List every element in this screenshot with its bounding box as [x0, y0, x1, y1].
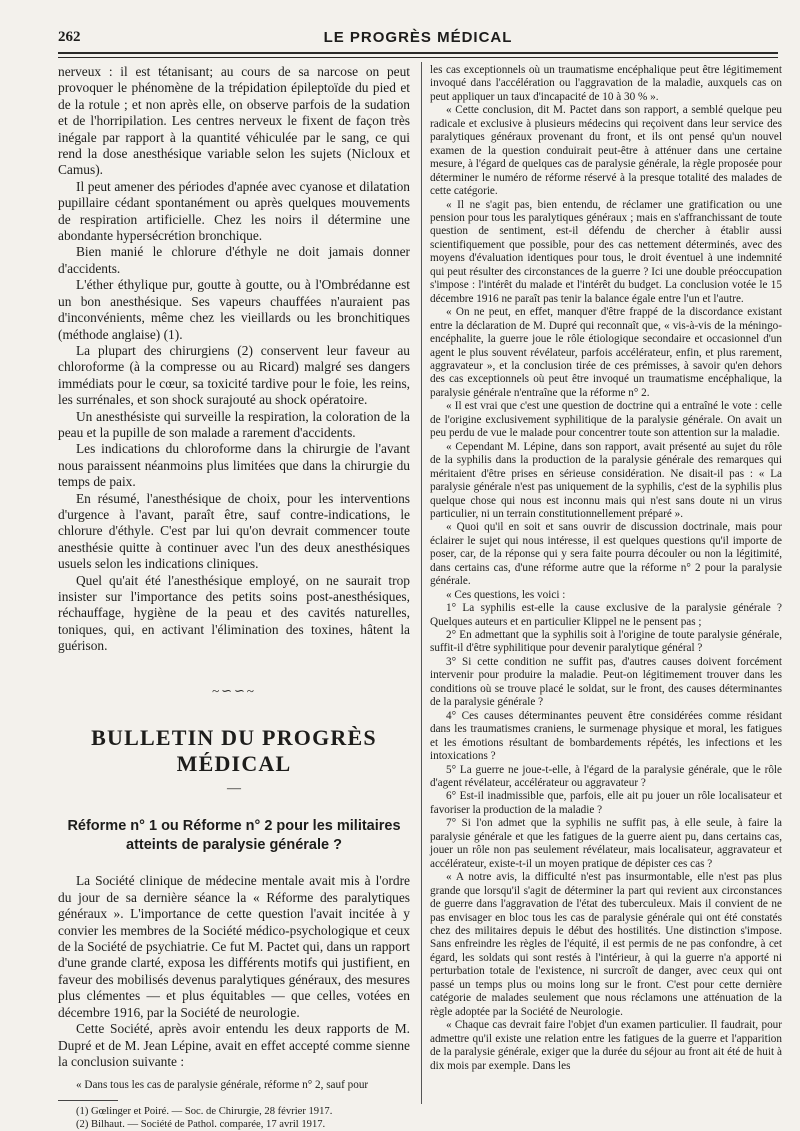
paragraph: Les indications du chloroforme dans la chirurgie de l'avant nous paraissent néanmoins plus limitées que dans la chirurgie du temps de paix.	[58, 441, 410, 490]
paragraph: La plupart des chirurgiens (2) conservent leur faveur au chloroforme (à la compresse ou au Ricard) malgré ses dangers immédiats pour le cœur, sa toxicité tardive pour le foie, les reins, les surrénales, et son shock surajouté au shock opératoire.	[58, 342, 410, 408]
question-item: 6° Est-il inadmissible que, parfois, elle ait pu jouer un rôle localisateur et favoriser la production de la maladie ?	[430, 790, 782, 816]
question-item: 4° Ces causes déterminantes peuvent être considérées comme résidant dans les traumatismes craniens, le surmenage physique et moral, les fatigues et les émotions résultant de bombardements répétés, les infections et les intoxications ?	[430, 709, 782, 763]
paragraph: Il peut amener des périodes d'apnée avec cyanose et dilatation pupillaire cédant spontanément ou après quelques mouvements de respiration artificielle. Chez les noirs il détermine une abondante hypersécrétion bronchique.	[58, 178, 410, 244]
question-item: 1° La syphilis est-elle la cause exclusive de la paralysie générale ? Quelques auteurs et en particulier Klippel ne le pensent pas ;	[430, 602, 782, 628]
question-item: 5° La guerre ne joue-t-elle, à l'égard de la paralysie générale, que le rôle d'agent révélateur, accélérateur ou aggravateur ?	[430, 763, 782, 790]
paragraph: L'éther éthylique pur, goutte à goutte, ou à l'Ombrédanne est un bon anesthésique. Ses vapeurs chauffées n'auraient pas d'inconvénients, même chez les vieillards ou les bronchitiques (méthode anglaise) (1).	[58, 277, 410, 342]
paragraph: « Quoi qu'il en soit et sans ouvrir de discussion doctrinale, mais pour éclairer le sujet qui nous intéresse, il est quelques questions qu'il importe de poser, car, de la réponse qui y sera faite pourra découler ou non la légitimité, dans certains cas, d'une réforme autre que la réforme n° 2 pour la paralysie générale.	[430, 521, 782, 588]
paragraph: Quel qu'ait été l'anesthésique employé, on ne saurait trop insister sur l'importance des petits soins post-anesthésiques, réchauffage, hygiène de la peau et des cavités naturelles, toniques, qui, en activant l'élimination des toxines, hâtent la guérison.	[58, 572, 410, 654]
question-item: 2° En admettant que la syphilis soit à l'origine de toute paralysie générale, suffit-il d'être syphilitique pour devenir paralytique général ?	[430, 629, 782, 655]
paragraph: En résumé, l'anesthésique de choix, pour les interventions d'urgence à l'avant, paraît être, sauf contre-indications, le chlorure d'éthyle. C'est par lui qu'on devrait commencer toute anesthésie quitte à continuer avec l'un des deux anesthésiques usuels selon les indications cliniques.	[58, 490, 410, 572]
paragraph: les cas exceptionnels où un traumatisme encéphalique peut être légitimement invoqué dans l'accélération ou l'aggravation de la maladie, auxquels cas on peut appliquer un taux d'incapacité de 10 à 30 % ».	[430, 64, 782, 103]
paragraph: « Il ne s'agit pas, bien entendu, de réclamer une gratification ou une pension pour tous les paralytiques généraux ; mais en s'affranchissant de toute question de sentiment, est-il défendu de chercher à établir aussi scientifiquement que possible, pour des cas nettement déterminés, avec des moyens d'évaluation identiques pour tous, le droit éventuel à une indemnité qui peut résulter des circonstances de la guerre ? Ici une double préoccupation s'impose : l'intérêt du malade et l'intérêt du budget. La conclusion votée le 15 décembre 1916 ne paraît pas tenir la balance égale entre l'un et l'autre.	[430, 198, 782, 305]
quote: « Dans tous les cas de paralysie générale, réforme n° 2, sauf pour	[76, 1079, 369, 1092]
journal-title: LE PROGRÈS MÉDICAL	[323, 28, 513, 46]
header-rule	[58, 52, 778, 54]
paragraph: Cette Société, après avoir entendu les deux rapports de M. Dupré et de M. Jean Lépine, avait en effet accepté comme sienne la conclusion suivante :	[58, 1021, 410, 1069]
paragraph: Un anesthésiste qui surveille la respiration, la coloration de la peau et la pupille de son malade a rarement d'accidents.	[58, 408, 410, 440]
paragraph: « Il est vrai que c'est une question de doctrine qui a entraîné le vote : celle de l'origine exclusivement syphilitique de la paralysie générale. On avait un peu perdu de vue le malade pour concentrer toute son attention sur la maladie.	[430, 400, 782, 440]
paragraph: « A notre avis, la difficulté n'est pas insurmontable, elle n'est pas plus grande que lorsqu'il s'agit de déterminer la part qui revient aux circonstances de guerre dans l'aggravation de l'état des tuberculeux. Mais il convient de ne pas envisager en bloc tous les cas de paralysie générale qui ont été constatés chez des militaires depuis le début des hostilités. Une distinction s'impose. Sans enfreindre les règles de l'équité, il est permis de ne pas confondre, à cet égard, les soldats qui sont restés à l'intérieur, à qui la guerre n'a apporté ni perturbation totale de l'existence, ni surcroît de danger, avec ceux qui ont passé un temps plus ou moins long sur le front. C'est pour cette dernière catégorie de malades seulement que nous réclamons une atténuation de la règle adoptée par la Société de Neurologie.	[430, 871, 782, 1018]
left-column	[58, 64, 410, 1131]
column-divider	[421, 62, 422, 1104]
paragraph: La Société clinique de médecine mentale avait mis à l'ordre du jour de sa dernière séance la « Réforme des paralytiques généraux ». L'importance de cette question l'avait incitée à y convier les membres de la Société médico-psychologique et ceux de la Société de psychiatrie. Ce fut M. Pactet qui, dans un rapport d'une grande clarté, exposa les différents motifs qui justifient, en faveur des mobilisés devenus paralytiques généraux, des mesures plus clémentes — et plus équitables — que celles, votées en décembre 1916, par la Société de neurologie.	[58, 873, 410, 1020]
question-item: 7° Si l'on admet que la syphilis ne suffit pas, à elle seule, à faire la paralysie générale et que les fatigues de la guerre aient pu, dans certains cas, jouer un rôle non pas seulement révélateur, mais localisateur, aggravateur et accélérateur, existe-t-il un moyen pratique de dépister ces cas ?	[430, 817, 782, 870]
footnote-rule	[58, 1100, 118, 1101]
paragraph: « On ne peut, en effet, manquer d'être frappé de la discordance existant entre la déclaration de M. Dupré qui reconnaît que, « vis-à-vis de la méningo-encéphalite, la guerre joue le rôle étiologique secondaire et occasionnel d'un agent le plus souvent révélateur, parfois accélérateur, enfin, et plus rarement, aggravateur », et la conclusion tirée de ces prémisses, à savoir qu'en dehors des cas exceptionnels où peut être invoqué un traumatisme encéphalique, la paralysie générale n'entraîne que la réforme n° 2.	[430, 306, 782, 399]
right-column	[430, 64, 782, 1073]
footnote: (1) Gœlinger et Poiré. — Soc. de Chirurgie, 28 février 1917.	[76, 1106, 333, 1118]
footnote: (2) Bilhaut. — Société de Pathol. comparée, 17 avril 1917.	[76, 1119, 326, 1131]
header-rule-thin	[58, 57, 778, 58]
paragraph: « Ces questions, les voici :	[446, 588, 566, 601]
page-number: 262	[58, 28, 81, 45]
paragraph: Bien manié le chlorure d'éthyle ne doit jamais donner d'accidents.	[58, 244, 410, 276]
paragraph: « Cette conclusion, dit M. Pactet dans son rapport, a semblé quelque peu radicale et exclusive à plusieurs médecins qui reçoivent dans leur service des paralytiques généraux provenant du front, et ils ont pensé qu'un nouvel examen de la question conduirait peut-être à atténuer dans une certaine mesure, à l'égard de quelques cas de paralysie générale, la règle proposée pour déterminer le numéro de réforme réservé à la presque totalité des malades de cette catégorie.	[430, 104, 782, 198]
bulletin-title: BULLETIN DU PROGRÈS MÉDICAL	[91, 725, 377, 777]
paragraph: « Chaque cas devrait faire l'objet d'un examen particulier. Il faudrait, pour admettre qu'il existe une relation entre les fatigues de la guerre et l'apparition de la paralysie générale, exiger que la durée du séjour au front ait été de huit à dix mois par exemple. Dans les	[430, 1019, 782, 1072]
question-item: 3° Si cette condition ne suffit pas, d'autres causes doivent forcément intervenir pour produire la maladie. Peut-on légitimement trouver dans les conditions où se trouve placé le soldat, sur le front, des causes déterminantes de la paralysie générale ?	[430, 655, 782, 709]
paragraph: « Cependant M. Lépine, dans son rapport, avait présenté au sujet du rôle de la syphilis dans la production de la paralysie générale des remarques qui méritaient d'être prises en sérieuse considération. Ne disait-il pas : « La paralysie générale n'est pas uniquement de la syphilis, c'est de la syphilis plus quelque chose qui nous est inconnu mais qui n'est sans doute ni un virus particulier, ni un terrain constitutionnellement préparé ».	[430, 440, 782, 520]
title-dash: —	[227, 781, 241, 797]
paragraph: nerveux : il est tétanisant; au cours de sa narcose on peut provoquer le phénomène de la trépidation épileptoïde du pied et de la rotule ; et non après elle, on observe parfois de la sudation et de l'horripilation. Les centres nerveux le fixent de façon très inégale par rapport à la quantité véhiculée par le sang, ce qui rend la dose anesthésique variable selon les sujets (Nicloux et Camus).	[58, 64, 410, 178]
page-header	[58, 26, 778, 48]
article-title: Réforme n° 1 ou Réforme n° 2 pour les militaires atteints de paralysie générale ?	[67, 818, 401, 854]
section-ornament: ~∽∽~	[212, 682, 256, 698]
